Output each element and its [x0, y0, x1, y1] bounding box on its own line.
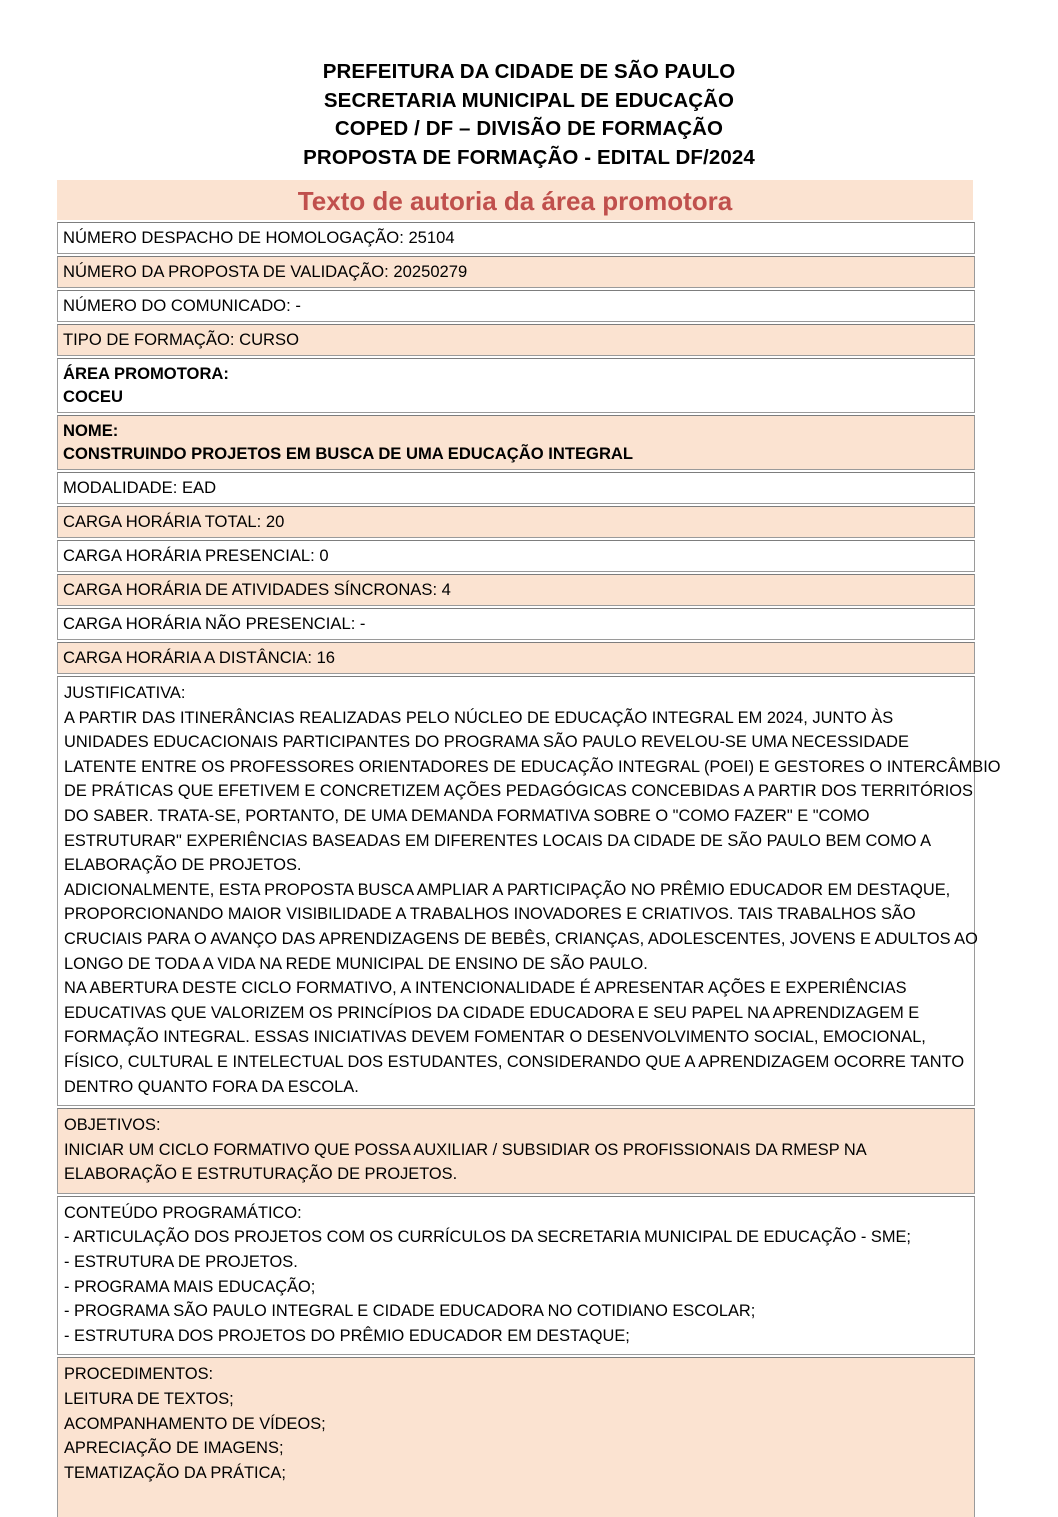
procedimentos-item: APRECIAÇÃO DE IMAGENS;: [64, 1439, 284, 1458]
field-carga-horaria-presencial: CARGA HORÁRIA PRESENCIAL: 0: [63, 546, 329, 565]
row-justificativa: [57, 676, 1001, 1106]
justificativa-line: FORMAÇÃO INTEGRAL. ESSAS INICIATIVAS DEVEM FOMENTAR O DESENVOLVIMENTO SOCIAL, EMOCIONAL,: [64, 1028, 926, 1047]
row-objetivos: [57, 1108, 975, 1194]
field-modalidade: MODALIDADE: EAD: [63, 478, 217, 497]
conteudo-item: - ESTRUTURA DOS PROJETOS DO PRÊMIO EDUCADOR EM DESTAQUE;: [64, 1326, 630, 1345]
row-numero-despacho-homologacao: [57, 222, 975, 254]
value-area-promotora: COCEU: [63, 387, 123, 406]
label-nome: NOME:: [63, 421, 119, 440]
label-justificativa: JUSTIFICATIVA:: [64, 684, 186, 702]
row-carga-horaria-total: [57, 506, 975, 538]
field-numero-despacho-homologacao: NÚMERO DESPACHO DE HOMOLOGAÇÃO: 25104: [63, 228, 455, 247]
proposal-form-table: [57, 180, 1001, 1517]
row-carga-horaria-presencial: [57, 540, 975, 572]
field-tipo-formacao: TIPO DE FORMAÇÃO: CURSO: [63, 330, 300, 349]
field-carga-horaria-distancia: CARGA HORÁRIA A DISTÂNCIA: 16: [63, 648, 336, 667]
justificativa-line: EDUCATIVAS QUE VALORIZEM OS PRINCÍPIOS DA CIDADE EDUCADORA E SEU PAPEL NA APRENDIZAGEM E: [64, 1003, 920, 1022]
justificativa-line: ADICIONALMENTE, ESTA PROPOSTA BUSCA AMPLIAR A PARTICIPAÇÃO NO PRÊMIO EDUCADOR EM DESTAQUE,: [64, 880, 951, 899]
conteudo-item: - ESTRUTURA DE PROJETOS.: [64, 1253, 298, 1272]
row-numero-proposta-validacao: [57, 256, 975, 288]
banner-title: Texto de autoria da área promotora: [57, 180, 973, 220]
row-carga-horaria-nao-presencial: [57, 608, 975, 640]
label-objetivos: OBJETIVOS:: [64, 1116, 161, 1135]
row-nome: [57, 415, 975, 470]
objetivos-line: ELABORAÇÃO E ESTRUTURAÇÃO DE PROJETOS.: [64, 1165, 458, 1184]
row-area-promotora: [57, 358, 975, 413]
procedimentos-item: ACOMPANHAMENTO DE VÍDEOS;: [64, 1414, 326, 1433]
row-carga-horaria-sincronas: [57, 574, 975, 606]
justificativa-line: DO SABER. TRATA-SE, PORTANTO, DE UMA DEMANDA FORMATIVA SOBRE O "COMO FAZER" E "COMO: [64, 806, 870, 825]
conteudo-item: - PROGRAMA SÃO PAULO INTEGRAL E CIDADE EDUCADORA NO COTIDIANO ESCOLAR;: [64, 1302, 756, 1321]
justificativa-line: NA ABERTURA DESTE CICLO FORMATIVO, A INTENCIONALIDADE É APRESENTAR AÇÕES E EXPERIÊNCIAS: [64, 979, 907, 998]
justificativa-line: ELABORAÇÃO DE PROJETOS.: [64, 856, 302, 875]
justificativa-line: FÍSICO, CULTURAL E INTELECTUAL DOS ESTUDANTES, CONSIDERANDO QUE A APRENDIZAGEM OCORRE TANTO: [64, 1052, 965, 1071]
justificativa-line: CRUCIAIS PARA O AVANÇO DAS APRENDIZAGENS DE BEBÊS, CRIANÇAS, ADOLESCENTES, JOVENS E ADULTOS AO: [64, 929, 978, 948]
procedimentos-item: LEITURA DE TEXTOS;: [64, 1390, 234, 1409]
justificativa-line: LONGO DE TODA A VIDA NA REDE MUNICIPAL DE ENSINO DE SÃO PAULO.: [64, 954, 648, 973]
procedimentos-item: TEMATIZAÇÃO DA PRÁTICA;: [64, 1463, 286, 1482]
header-line-prefeitura: PREFEITURA DA CIDADE DE SÃO PAULO: [322, 60, 736, 83]
row-carga-horaria-distancia: [57, 642, 975, 674]
value-nome: CONSTRUINDO PROJETOS EM BUSCA DE UMA EDUCAÇÃO INTEGRAL: [63, 444, 634, 463]
justificativa-line: PROPORCIONANDO MAIOR VISIBILIDADE A TRABALHOS INOVADORES E CRIATIVOS. TAIS TRABALHOS SÃO: [64, 905, 916, 924]
justificativa-line: LATENTE ENTRE OS PROFESSORES ORIENTADORES DE EDUCAÇÃO INTEGRAL (POEI) E GESTORES O INTERCÂMBIO: [64, 757, 1001, 776]
header-line-secretaria: SECRETARIA MUNICIPAL DE EDUCAÇÃO: [323, 88, 735, 112]
label-conteudo-programatico: CONTEÚDO PROGRAMÁTICO:: [64, 1203, 302, 1222]
label-area-promotora: ÁREA PROMOTORA:: [63, 364, 229, 383]
field-numero-comunicado: NÚMERO DO COMUNICADO: -: [63, 296, 301, 315]
justificativa-line: DENTRO QUANTO FORA DA ESCOLA.: [64, 1077, 359, 1096]
justificativa-line: ESTRUTURAR" EXPERIÊNCIAS BASEADAS EM DIFERENTES LOCAIS DA CIDADE DE SÃO PAULO BEM COMO A: [64, 831, 932, 850]
conteudo-item: - ARTICULAÇÃO DOS PROJETOS COM OS CURRÍCULOS DA SECRETARIA MUNICIPAL DE EDUCAÇÃO - SME;: [64, 1228, 911, 1247]
row-modalidade: [57, 472, 975, 504]
row-procedimentos: [57, 1357, 975, 1517]
row-conteudo-programatico: [57, 1196, 975, 1356]
row-numero-comunicado: [57, 290, 975, 322]
conteudo-item: - PROGRAMA MAIS EDUCAÇÃO;: [64, 1277, 316, 1296]
justificativa-line: UNIDADES EDUCACIONAIS PARTICIPANTES DO PROGRAMA SÃO PAULO REVELOU-SE UMA NECESSIDADE: [64, 733, 909, 752]
header-line-proposta: PROPOSTA DE FORMAÇÃO - EDITAL DF/2024: [303, 145, 755, 169]
field-carga-horaria-nao-presencial: CARGA HORÁRIA NÃO PRESENCIAL: -: [63, 614, 366, 633]
field-carga-horaria-total: CARGA HORÁRIA TOTAL: 20: [63, 512, 285, 531]
field-carga-horaria-sincronas: CARGA HORÁRIA DE ATIVIDADES SÍNCRONAS: 4: [63, 580, 451, 599]
label-procedimentos: PROCEDIMENTOS:: [64, 1365, 214, 1384]
header-line-coped: COPED / DF – DIVISÃO DE FORMAÇÃO: [334, 117, 724, 140]
justificativa-line: DE PRÁTICAS QUE EFETIVEM E CONCRETIZEM AÇÕES PEDAGÓGICAS CONCEBIDAS A PARTIR DOS TERRITÓRIOS: [64, 782, 973, 801]
row-tipo-formacao: [57, 324, 975, 356]
field-numero-proposta-validacao: NÚMERO DA PROPOSTA DE VALIDAÇÃO: 20250279: [63, 262, 468, 281]
justificativa-line: A PARTIR DAS ITINERÂNCIAS REALIZADAS PELO NÚCLEO DE EDUCAÇÃO INTEGRAL EM 2024, JUNTO ÀS: [64, 708, 894, 727]
document-header: [0, 0, 1058, 172]
objetivos-line: INICIAR UM CICLO FORMATIVO QUE POSSA AUXILIAR / SUBSIDIAR OS PROFISSIONAIS DA RMESP NA: [64, 1140, 867, 1159]
